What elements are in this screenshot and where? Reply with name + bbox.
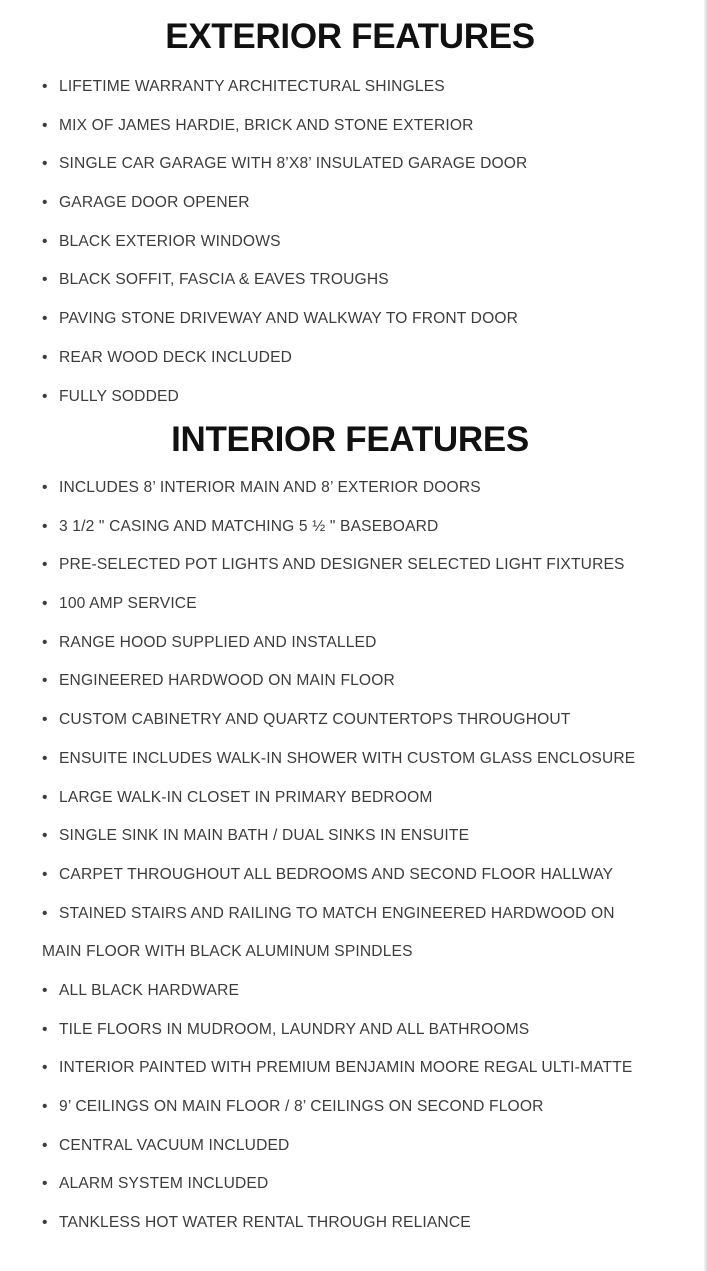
list-item-text: FULLY SODDED	[59, 387, 179, 405]
bullet-icon: •	[42, 78, 48, 95]
list-item-continuation: MAIN FLOOR WITH BLACK ALUMINUM SPINDLES	[42, 943, 413, 961]
bullet-icon: •	[42, 749, 48, 767]
bullet-icon: •	[42, 194, 48, 212]
list-item	[0, 554, 700, 593]
list-item-text: 100 AMP SERVICE	[59, 595, 197, 613]
bullet-icon: •	[42, 1020, 48, 1038]
list-item	[0, 1135, 700, 1174]
list-item-text: ENSUITE INCLUDES WALK-IN SHOWER WITH CUSTOM GLASS ENCLOSURE	[59, 749, 636, 767]
list-item-text: 9’ CEILINGS ON MAIN FLOOR / 8’ CEILINGS ON SECOND FLOOR	[59, 1098, 544, 1116]
bullet-icon: •	[42, 1175, 48, 1193]
list-item-text: CENTRAL VACUUM INCLUDED	[59, 1136, 290, 1154]
bullet-icon: •	[42, 155, 48, 173]
list-item	[0, 903, 700, 980]
list-item	[0, 632, 700, 671]
list-item-text: ALARM SYSTEM INCLUDED	[59, 1175, 269, 1193]
list-item-text: TANKLESS HOT WATER RENTAL THROUGH RELIANCE	[59, 1214, 471, 1232]
bullet-icon: •	[42, 116, 48, 134]
list-item-text: ALL BLACK HARDWARE	[59, 981, 240, 999]
list-item	[0, 670, 700, 709]
bullet-icon: •	[42, 1136, 48, 1154]
bullet-icon: •	[42, 672, 48, 690]
list-item	[0, 593, 700, 632]
list-item-text: REAR WOOD DECK INCLUDED	[59, 348, 293, 366]
list-item-text: PRE-SELECTED POT LIGHTS AND DESIGNER SELECTED LIGHT FIXTURES	[59, 556, 625, 574]
list-item	[0, 748, 700, 787]
bullet-icon: •	[42, 310, 48, 328]
list-item-text: TILE FLOORS IN MUDROOM, LAUNDRY AND ALL BATHROOMS	[59, 1020, 530, 1038]
bullet-icon: •	[42, 387, 48, 405]
list-item	[0, 1173, 700, 1212]
bullet-icon: •	[42, 981, 48, 999]
list-item-text: SINGLE SINK IN MAIN BATH / DUAL SINKS IN ENSUITE	[59, 827, 470, 845]
list-item-text: SINGLE CAR GARAGE WITH 8’X8’ INSULATED GARAGE DOOR	[59, 155, 528, 173]
list-item-text: INCLUDES 8’ INTERIOR MAIN AND 8’ EXTERIOR DOORS	[59, 479, 481, 496]
list-item	[0, 477, 700, 516]
list-item	[0, 115, 700, 154]
bullet-icon: •	[42, 595, 48, 613]
list-item	[0, 192, 700, 231]
bullet-icon: •	[42, 479, 48, 496]
list-item	[0, 709, 700, 748]
list-item	[0, 516, 700, 555]
list-item-text: ENGINEERED HARDWOOD ON MAIN FLOOR	[59, 672, 395, 690]
bullet-icon: •	[42, 517, 48, 535]
list-item-text: STAINED STAIRS AND RAILING TO MATCH ENGINEERED HARDWOOD ON	[59, 904, 615, 922]
list-item	[0, 787, 700, 826]
list-item	[0, 1057, 700, 1096]
exterior-features-heading: EXTERIOR FEATURES	[165, 17, 535, 56]
list-item	[0, 864, 700, 903]
list-item-text: BLACK EXTERIOR WINDOWS	[59, 232, 281, 250]
list-item	[0, 347, 700, 386]
bullet-icon: •	[42, 633, 48, 651]
list-item	[0, 386, 700, 425]
bullet-icon: •	[42, 1098, 48, 1116]
bullet-icon: •	[42, 711, 48, 729]
list-item-text: CARPET THROUGHOUT ALL BEDROOMS AND SECOND FLOOR HALLWAY	[59, 865, 614, 883]
list-item-text: CUSTOM CABINETRY AND QUARTZ COUNTERTOPS THROUGHOUT	[59, 711, 571, 729]
list-item-text: LIFETIME WARRANTY ARCHITECTURAL SHINGLES	[59, 78, 445, 95]
list-item	[0, 76, 700, 115]
list-item-text: RANGE HOOD SUPPLIED AND INSTALLED	[59, 633, 377, 651]
list-item	[0, 153, 700, 192]
bullet-icon: •	[42, 348, 48, 366]
list-item-text: PAVING STONE DRIVEWAY AND WALKWAY TO FRONT DOOR	[59, 310, 519, 328]
bullet-icon: •	[42, 1214, 48, 1232]
list-item	[0, 308, 700, 347]
bullet-icon: •	[42, 788, 48, 806]
bullet-icon: •	[42, 232, 48, 250]
list-item	[0, 231, 700, 270]
bullet-icon: •	[42, 865, 48, 883]
list-item-text: MIX OF JAMES HARDIE, BRICK AND STONE EXTERIOR	[59, 116, 474, 134]
bullet-icon: •	[42, 904, 48, 922]
list-item	[0, 1019, 700, 1058]
bullet-icon: •	[42, 1059, 48, 1077]
list-item	[0, 269, 700, 308]
exterior-features-list	[0, 76, 700, 424]
list-item	[0, 825, 700, 864]
list-item-text: GARAGE DOOR OPENER	[59, 194, 250, 212]
list-item	[0, 980, 700, 1019]
interior-features-heading: INTERIOR FEATURES	[171, 420, 529, 459]
interior-features-list	[0, 477, 700, 1251]
list-item	[0, 1096, 700, 1135]
bullet-icon: •	[42, 827, 48, 845]
list-item-text: 3 1/2 " CASING AND MATCHING 5 ½ " BASEBOARD	[59, 517, 439, 535]
list-item-text: LARGE WALK-IN CLOSET IN PRIMARY BEDROOM	[59, 788, 433, 806]
bullet-icon: •	[42, 556, 48, 574]
list-item-text: BLACK SOFFIT, FASCIA & EAVES TROUGHS	[59, 271, 389, 289]
bullet-icon: •	[42, 271, 48, 289]
list-item-text: INTERIOR PAINTED WITH PREMIUM BENJAMIN MOORE REGAL ULTI-MATTE	[59, 1059, 633, 1077]
list-item	[0, 1212, 700, 1251]
